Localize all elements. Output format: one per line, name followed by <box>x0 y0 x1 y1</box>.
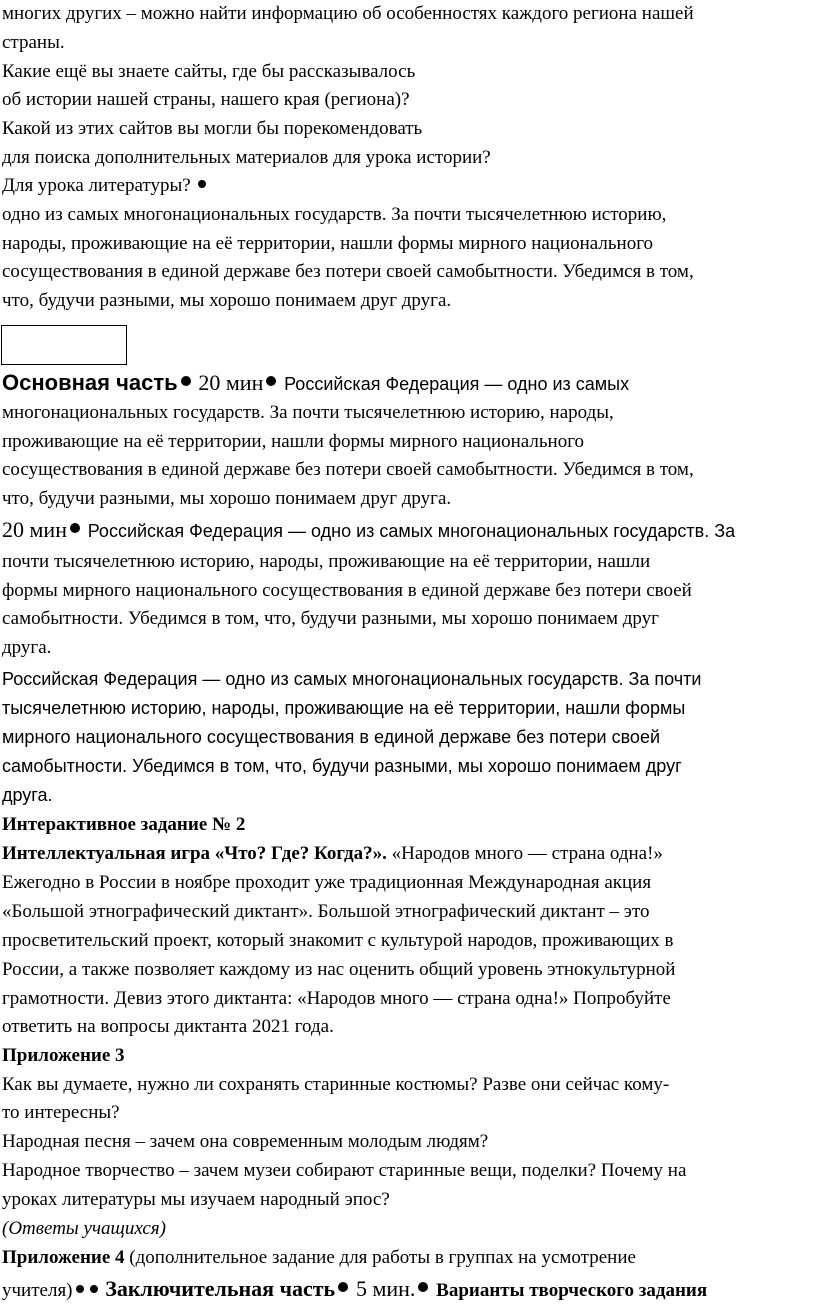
appendix3-heading: Приложение 3 <box>2 1045 125 1066</box>
question-line: то интересны? <box>2 1102 120 1123</box>
bullet-icon <box>76 1285 84 1293</box>
game-motto: «Народов много — страна одна!» <box>386 843 663 864</box>
bullet-icon <box>181 376 191 386</box>
paragraph-line: самобытности. Убедимся в том, что, будучи разными, мы хорошо понимаем друг <box>2 608 659 629</box>
duration-label: 20 мин <box>2 517 67 542</box>
paragraph-line: друга. <box>2 785 53 805</box>
duration-lead: Российская Федерация — одно из самых многонациональных государств. За <box>87 521 736 541</box>
creative-task-label: Варианты творческого задания <box>436 1280 708 1301</box>
paragraph-line: тысячелетнюю историю, народы, проживающие на её территории, нашли формы <box>2 698 686 718</box>
appendix4-heading: Приложение 4 <box>2 1247 125 1268</box>
paragraph-line: что, будучи разными, мы хорошо понимаем друг друга. <box>2 290 452 311</box>
question-line: Народная песня – зачем она современным молодым людям? <box>2 1131 489 1152</box>
main-heading-line <box>2 369 812 400</box>
task2-heading: Интерактивное задание № 2 <box>2 814 246 835</box>
paragraph-line: проживающие на её территории, нашли формы мирного национального <box>2 431 585 452</box>
intro-line: многих других – можно найти информацию об особенностях каждого региона нашей <box>2 3 694 24</box>
appendix4-line <box>2 1244 812 1273</box>
paragraph-line: России, а также позволяет каждому из нас оценить общий уровень этнокультурной <box>2 959 676 980</box>
paragraph-line: ответить на вопросы диктанта 2021 года. <box>2 1016 334 1037</box>
bullet-icon <box>90 1285 98 1293</box>
answers-note: (Ответы учащихся) <box>2 1218 166 1239</box>
question-line: Как вы думаете, нужно ли сохранять старинные костюмы? Разве они сейчас кому- <box>2 1074 670 1095</box>
question-line: об истории нашей страны, нашего края (региона)? <box>2 89 410 110</box>
paragraph-line: просветительский проект, который знакомит с культурой народов, проживающих в <box>2 930 674 951</box>
bullet-icon <box>70 523 80 533</box>
empty-frame <box>1 325 127 365</box>
paragraph-line: Ежегодно в России в ноябре проходит уже традиционная Международная акция <box>2 872 652 893</box>
appendix4-note-end: учителя) <box>2 1280 73 1301</box>
paragraph-line: друга. <box>2 637 52 658</box>
paragraph-line: одно из самых многонациональных государств. За почти тысячелетнюю историю, <box>2 204 667 225</box>
paragraph-line: «Большой этнографический диктант». Большой этнографический диктант – это <box>2 901 650 922</box>
bullet-icon <box>418 1282 428 1292</box>
bullet-icon <box>266 376 276 386</box>
question-line <box>2 172 812 201</box>
final-line <box>2 1275 812 1306</box>
paragraph-line: мирного национального сосуществования в единой державе без потери своей <box>2 727 661 747</box>
paragraph-line: грамотности. Девиз этого диктанта: «Народов много — страна одна!» Попробуйте <box>2 988 671 1009</box>
paragraph-line: формы мирного национального сосуществования в единой державе без потери своей <box>2 580 692 601</box>
bullet-icon <box>338 1282 348 1292</box>
final-duration: 5 мин. <box>355 1276 416 1301</box>
main-heading: Основная часть <box>2 370 178 395</box>
question-line: для поиска дополнительных материалов для урока истории? <box>2 147 491 168</box>
paragraph-line: сосуществования в единой державе без потери своей самобытности. Убедимся в том, <box>2 261 694 282</box>
main-lead: Российская Федерация — одно из самых <box>284 374 630 394</box>
paragraph-line: почти тысячелетнюю историю, народы, проживающие на её территории, нашли <box>2 551 651 572</box>
question-text: Для урока литературы? <box>2 175 191 196</box>
question-line: Народное творчество – зачем музеи собирают старинные вещи, поделки? Почему на <box>2 1160 687 1181</box>
appendix4-note: (дополнительное задание для работы в группах на усмотрение <box>124 1247 636 1268</box>
bullet-icon <box>198 180 206 188</box>
paragraph-line: народы, проживающие на её территории, нашли формы мирного национального <box>2 233 654 254</box>
paragraph-line: Российская Федерация — одно из самых многонациональных государств. За почти <box>2 669 702 689</box>
paragraph-line: самобытности. Убедимся в том, что, будучи разными, мы хорошо понимаем друг <box>2 756 682 776</box>
question-line: Какой из этих сайтов вы могли бы порекомендовать <box>2 118 423 139</box>
game-line <box>2 840 812 869</box>
intro-line: страны. <box>2 32 65 53</box>
main-duration: 20 мин <box>198 370 264 395</box>
final-heading: Заключительная часть <box>105 1276 336 1301</box>
question-line: Какие ещё вы знаете сайты, где бы рассказывалось <box>2 61 416 82</box>
paragraph-line: сосуществования в единой державе без потери своей самобытности. Убедимся в том, <box>2 459 694 480</box>
game-title: Интеллектуальная игра «Что? Где? Когда?». <box>2 843 387 864</box>
question-line: уроках литературы мы изучаем народный эпос? <box>2 1189 390 1210</box>
paragraph-line: многонациональных государств. За почти тысячелетнюю историю, народы, <box>2 402 614 423</box>
duration-line <box>2 516 812 547</box>
paragraph-line: что, будучи разными, мы хорошо понимаем друг друга. <box>2 488 452 509</box>
